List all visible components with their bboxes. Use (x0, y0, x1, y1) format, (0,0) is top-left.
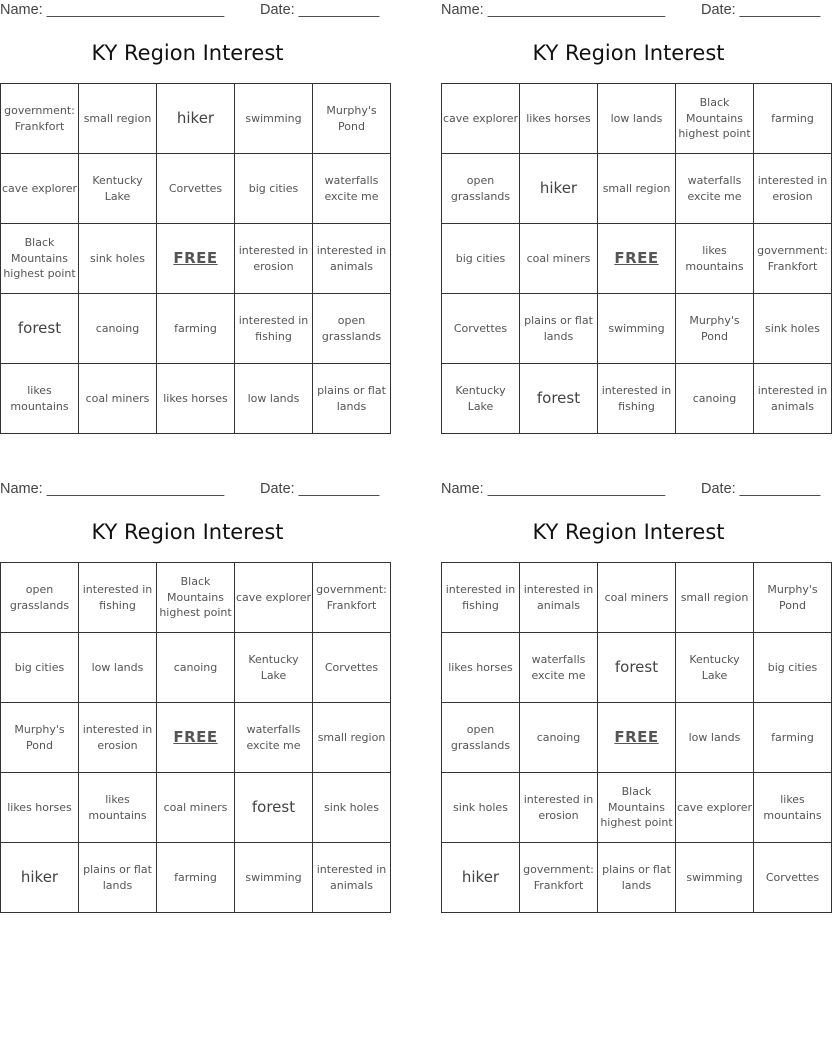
grid-cell: small region (313, 703, 391, 773)
grid-cell: waterfalls excite me (676, 154, 754, 224)
grid-cell: swimming (676, 843, 754, 913)
free-space: FREE (598, 703, 676, 773)
date-field: Date: __________ (701, 2, 821, 18)
bingo-grid (441, 83, 832, 434)
grid-cell: government: Frankfort (754, 224, 832, 294)
grid-cell: likes mountains (1, 364, 79, 434)
grid-row (1, 154, 391, 224)
grid-row (1, 843, 391, 913)
grid-cell: low lands (598, 84, 676, 154)
grid-row (1, 773, 391, 843)
grid-cell: government: Frankfort (313, 563, 391, 633)
grid-cell: interested in erosion (235, 224, 313, 294)
grid-cell: likes horses (442, 633, 520, 703)
grid-cell: sink holes (754, 294, 832, 364)
grid-cell: Black Mountains highest point (157, 563, 235, 633)
grid-cell: farming (157, 843, 235, 913)
grid-cell: farming (157, 294, 235, 364)
grid-cell: low lands (235, 364, 313, 434)
grid-cell: Kentucky Lake (442, 364, 520, 434)
grid-cell: big cities (235, 154, 313, 224)
grid-row (442, 843, 832, 913)
grid-cell: government: Frankfort (520, 843, 598, 913)
grid-row (442, 294, 832, 364)
bingo-card-2 (441, 0, 828, 440)
grid-row (442, 364, 832, 434)
grid-cell: forest (235, 773, 313, 843)
grid-cell: low lands (79, 633, 157, 703)
grid-cell: waterfalls excite me (313, 154, 391, 224)
free-space: FREE (157, 703, 235, 773)
grid-cell: swimming (598, 294, 676, 364)
grid-cell: government: Frankfort (1, 84, 79, 154)
bingo-card-4 (441, 479, 822, 919)
card-title: KY Region Interest (532, 41, 725, 65)
grid-cell: sink holes (313, 773, 391, 843)
grid-cell: canoing (676, 364, 754, 434)
grid-cell: interested in animals (754, 364, 832, 434)
grid-cell: interested in animals (520, 563, 598, 633)
bingo-grid (441, 562, 832, 913)
grid-cell: open grasslands (1, 563, 79, 633)
grid-cell: small region (676, 563, 754, 633)
grid-cell: hiker (1, 843, 79, 913)
grid-cell: Murphy's Pond (754, 563, 832, 633)
grid-cell: big cities (754, 633, 832, 703)
grid-row (1, 633, 391, 703)
grid-cell: interested in fishing (442, 563, 520, 633)
grid-cell: Murphy's Pond (676, 294, 754, 364)
grid-cell: sink holes (442, 773, 520, 843)
grid-cell: interested in erosion (520, 773, 598, 843)
grid-cell: cave explorer (1, 154, 79, 224)
grid-row (1, 703, 391, 773)
grid-cell: likes mountains (676, 224, 754, 294)
name-field: Name: ______________________ (0, 2, 225, 18)
name-field: Name: ______________________ (0, 481, 225, 497)
grid-row (442, 633, 832, 703)
grid-cell: likes horses (157, 364, 235, 434)
grid-cell: forest (598, 633, 676, 703)
grid-cell: hiker (442, 843, 520, 913)
grid-cell: Corvettes (754, 843, 832, 913)
grid-cell: cave explorer (676, 773, 754, 843)
grid-row (1, 563, 391, 633)
free-space: FREE (598, 224, 676, 294)
grid-cell: hiker (157, 84, 235, 154)
grid-row (1, 84, 391, 154)
bingo-card-3 (0, 479, 387, 919)
grid-cell: Corvettes (442, 294, 520, 364)
date-field: Date: __________ (701, 481, 821, 497)
card-title: KY Region Interest (91, 520, 284, 544)
grid-cell: forest (1, 294, 79, 364)
grid-cell: big cities (442, 224, 520, 294)
bingo-grid (0, 83, 391, 434)
card-title: KY Region Interest (532, 520, 725, 544)
grid-cell: coal miners (157, 773, 235, 843)
grid-cell: Black Mountains highest point (676, 84, 754, 154)
grid-row (442, 224, 832, 294)
grid-cell: small region (79, 84, 157, 154)
bingo-grid (0, 562, 391, 913)
grid-cell: hiker (520, 154, 598, 224)
grid-cell: cave explorer (235, 563, 313, 633)
grid-cell: plains or flat lands (598, 843, 676, 913)
grid-cell: canoing (520, 703, 598, 773)
grid-cell: open grasslands (442, 154, 520, 224)
grid-cell: forest (520, 364, 598, 434)
grid-cell: interested in animals (313, 224, 391, 294)
grid-row (1, 224, 391, 294)
grid-cell: likes horses (1, 773, 79, 843)
free-space: FREE (157, 224, 235, 294)
grid-row (442, 154, 832, 224)
grid-cell: plains or flat lands (520, 294, 598, 364)
grid-cell: likes mountains (79, 773, 157, 843)
grid-cell: cave explorer (442, 84, 520, 154)
grid-cell: Corvettes (157, 154, 235, 224)
grid-cell: waterfalls excite me (520, 633, 598, 703)
grid-cell: open grasslands (313, 294, 391, 364)
grid-cell: sink holes (79, 224, 157, 294)
grid-cell: coal miners (520, 224, 598, 294)
grid-cell: interested in animals (313, 843, 391, 913)
grid-cell: low lands (676, 703, 754, 773)
grid-cell: Murphy's Pond (313, 84, 391, 154)
grid-row (1, 294, 391, 364)
grid-cell: canoing (79, 294, 157, 364)
grid-cell: canoing (157, 633, 235, 703)
grid-cell: big cities (1, 633, 79, 703)
grid-cell: Black Mountains highest point (1, 224, 79, 294)
grid-cell: Corvettes (313, 633, 391, 703)
grid-cell: Murphy's Pond (1, 703, 79, 773)
card-title: KY Region Interest (91, 41, 284, 65)
grid-cell: Kentucky Lake (235, 633, 313, 703)
grid-row (442, 773, 832, 843)
grid-cell: interested in fishing (235, 294, 313, 364)
grid-row (1, 364, 391, 434)
grid-row (442, 84, 832, 154)
grid-cell: open grasslands (442, 703, 520, 773)
grid-cell: likes mountains (754, 773, 832, 843)
grid-cell: small region (598, 154, 676, 224)
name-field: Name: ______________________ (441, 2, 666, 18)
grid-cell: interested in erosion (79, 703, 157, 773)
bingo-card-1 (0, 0, 387, 440)
grid-cell: swimming (235, 84, 313, 154)
date-field: Date: __________ (260, 481, 380, 497)
grid-row (442, 563, 832, 633)
grid-cell: Kentucky Lake (79, 154, 157, 224)
grid-cell: Kentucky Lake (676, 633, 754, 703)
grid-cell: interested in fishing (79, 563, 157, 633)
grid-cell: waterfalls excite me (235, 703, 313, 773)
name-field: Name: ______________________ (441, 481, 666, 497)
grid-cell: plains or flat lands (313, 364, 391, 434)
grid-cell: coal miners (79, 364, 157, 434)
date-field: Date: __________ (260, 2, 380, 18)
grid-cell: likes horses (520, 84, 598, 154)
grid-cell: Black Mountains highest point (598, 773, 676, 843)
grid-cell: swimming (235, 843, 313, 913)
grid-cell: interested in erosion (754, 154, 832, 224)
grid-cell: interested in fishing (598, 364, 676, 434)
grid-cell: plains or flat lands (79, 843, 157, 913)
grid-cell: coal miners (598, 563, 676, 633)
grid-cell: farming (754, 84, 832, 154)
grid-cell: farming (754, 703, 832, 773)
grid-row (442, 703, 832, 773)
